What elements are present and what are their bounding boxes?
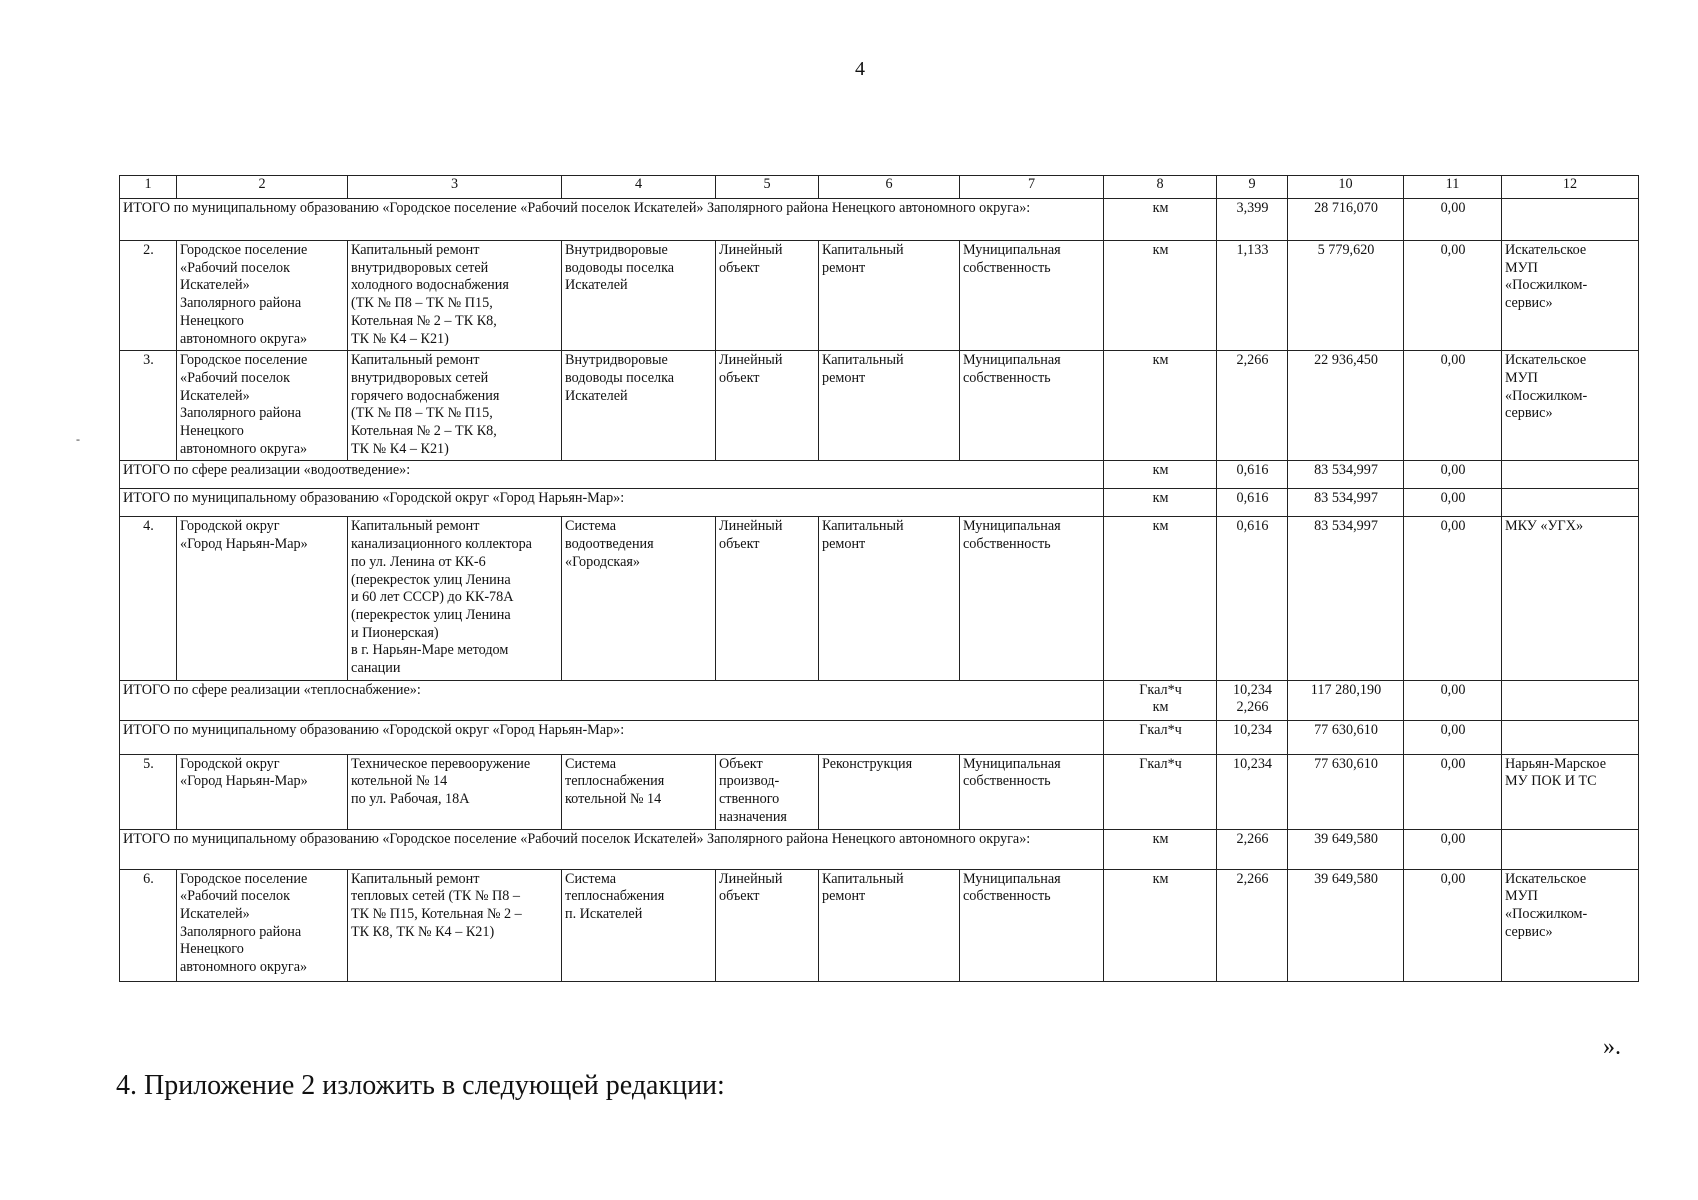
capacity-line: 0,616 — [1236, 518, 1269, 535]
operator-line: сервис» — [1505, 923, 1553, 940]
ownership-line: собственность — [963, 773, 1051, 790]
object-type-line: объект — [719, 259, 760, 276]
value-cell: 0,00 — [1404, 199, 1502, 241]
work-description-line: по ул. Ленина от КК-6 — [351, 553, 486, 570]
municipality-line: Городское поселение — [180, 352, 308, 369]
capacity-cell — [1217, 351, 1288, 461]
column-number: 2 — [177, 176, 348, 199]
work-type-line: Капитальный — [822, 352, 904, 369]
cost-cell: 28 716,070 — [1288, 199, 1404, 241]
work-type-cell — [819, 754, 960, 829]
system-line: п. Искателей — [565, 905, 643, 922]
object-type-line: Линейный — [719, 870, 783, 887]
capacity-cell — [1217, 489, 1288, 517]
unit-line: км — [1152, 352, 1169, 369]
operator-line: «Посжилком- — [1505, 905, 1588, 922]
object-type-line: Линейный — [719, 518, 783, 535]
ownership-cell — [960, 351, 1104, 461]
work-type-cell — [819, 351, 960, 461]
ownership-line: собственность — [963, 369, 1051, 386]
unit-line: Гкал*ч — [1139, 721, 1182, 738]
work-type-line: Реконструкция — [822, 755, 913, 772]
table-row — [120, 754, 1639, 829]
work-description-line: Котельная № 2 – ТК К8, — [351, 312, 497, 329]
system-cell — [562, 517, 716, 680]
work-type-cell — [819, 869, 960, 981]
value-cell: 0,00 — [1404, 869, 1502, 981]
unit-line: км — [1152, 200, 1169, 216]
work-description-line: холодного водоснабжения — [351, 277, 509, 294]
unit-cell — [1104, 754, 1217, 829]
column-number: 7 — [960, 176, 1104, 199]
work-description-line: Капитальный ремонт — [351, 870, 480, 887]
total-label: ИТОГО по сфере реализации «водоотведение»: — [120, 461, 1104, 489]
row-number: 3. — [120, 351, 177, 461]
operator-cell — [1502, 351, 1639, 461]
object-type-line: объект — [719, 536, 760, 553]
work-description-line: (ТК № П8 – ТК № П15, — [351, 295, 493, 312]
unit-cell — [1104, 461, 1217, 489]
capacity-line: 3,399 — [1236, 200, 1269, 216]
work-type-line: ремонт — [822, 888, 866, 905]
municipality-line: Заполярного района — [180, 405, 302, 422]
operator-line: сервис» — [1505, 295, 1553, 312]
work-description-line: по ул. Рабочая, 18А — [351, 791, 470, 808]
value-cell: 0,00 — [1404, 241, 1502, 351]
operator-line: «Посжилком- — [1505, 277, 1588, 294]
value-cell: 0,00 — [1404, 754, 1502, 829]
operator-line: МУ ПОК И ТС — [1505, 773, 1597, 790]
unit-line: км — [1152, 462, 1169, 479]
ownership-line: собственность — [963, 259, 1051, 276]
cost-cell: 83 534,997 — [1288, 461, 1404, 489]
operator-cell — [1502, 829, 1639, 869]
work-description-cell — [348, 869, 562, 981]
total-row — [120, 720, 1639, 754]
system-line: Искателей — [565, 387, 628, 404]
municipality-line: Ненецкого — [180, 312, 244, 329]
work-type-line: ремонт — [822, 369, 866, 386]
municipality-line: Заполярного района — [180, 295, 302, 312]
object-type-cell — [716, 754, 819, 829]
work-type-line: Капитальный — [822, 870, 904, 887]
capacity-line: 2,266 — [1236, 870, 1269, 887]
column-number-row — [120, 176, 1639, 199]
operator-line: МУП — [1505, 259, 1538, 276]
operator-cell — [1502, 517, 1639, 680]
operator-line: «Посжилком- — [1505, 387, 1588, 404]
object-type-line: Объект — [719, 755, 763, 772]
work-type-line: ремонт — [822, 536, 866, 553]
capacity-line: 2,266 — [1236, 352, 1269, 369]
column-number: 9 — [1217, 176, 1288, 199]
work-type-cell — [819, 241, 960, 351]
row-number: 2. — [120, 241, 177, 351]
system-cell — [562, 241, 716, 351]
municipality-line: Городское поселение — [180, 870, 308, 887]
operator-cell — [1502, 199, 1639, 241]
cost-cell: 83 534,997 — [1288, 489, 1404, 517]
system-line: Внутридворовые — [565, 242, 668, 258]
operator-line: Искательское — [1505, 352, 1587, 369]
municipality-line: «Рабочий поселок — [180, 259, 290, 276]
unit-cell — [1104, 517, 1217, 680]
system-line: «Городская» — [565, 553, 641, 570]
work-description-line: санации — [351, 660, 401, 677]
page-number: 4 — [855, 58, 865, 80]
work-type-line: Капитальный — [822, 242, 904, 258]
unit-line: Гкал*ч — [1139, 681, 1182, 698]
municipality-line: Городской округ — [180, 518, 280, 535]
cost-cell: 83 534,997 — [1288, 517, 1404, 680]
municipality-line: Искателей» — [180, 387, 250, 404]
work-description-line: в г. Нарьян-Маре методом — [351, 642, 509, 659]
municipality-cell — [177, 517, 348, 680]
cost-cell: 117 280,190 — [1288, 680, 1404, 720]
system-line: котельной № 14 — [565, 791, 662, 808]
unit-line: км — [1152, 870, 1169, 887]
capacity-cell — [1217, 517, 1288, 680]
unit-line: км — [1152, 830, 1169, 847]
ownership-line: Муниципальная — [963, 755, 1061, 772]
cost-cell: 39 649,580 — [1288, 829, 1404, 869]
operator-line: Нарьян-Марское — [1505, 755, 1606, 772]
total-row — [120, 461, 1639, 489]
operator-line: МУП — [1505, 888, 1538, 905]
object-type-line: Линейный — [719, 352, 783, 369]
clause-heading: 4. Приложение 2 изложить в следующей редакции: — [116, 1070, 725, 1101]
work-description-line: внутридворовых сетей — [351, 259, 489, 276]
operator-cell — [1502, 461, 1639, 489]
system-line: водоотведения — [565, 536, 654, 553]
table-row — [120, 869, 1639, 981]
capacity-line: 10,234 — [1232, 681, 1272, 698]
cost-cell: 39 649,580 — [1288, 869, 1404, 981]
cost-cell: 22 936,450 — [1288, 351, 1404, 461]
ownership-line: Муниципальная — [963, 518, 1061, 535]
system-line: водоводы поселка — [565, 369, 675, 386]
ownership-line: Муниципальная — [963, 242, 1061, 258]
work-description-line: тепловых сетей (ТК № П8 – — [351, 888, 521, 905]
unit-cell — [1104, 680, 1217, 720]
operator-line: Искательское — [1505, 870, 1587, 887]
table-row — [120, 517, 1639, 680]
work-type-cell — [819, 517, 960, 680]
ownership-cell — [960, 517, 1104, 680]
operator-cell — [1502, 489, 1639, 517]
system-line: Система — [565, 870, 617, 887]
total-label: ИТОГО по муниципальному образованию «Городское поселение «Рабочий поселок Искателей» Заполярного района Ненецкого автономного округа»: — [120, 199, 1104, 241]
operator-line: МУП — [1505, 369, 1538, 386]
municipality-line: Ненецкого — [180, 423, 244, 440]
column-number: 10 — [1288, 176, 1404, 199]
objects-table — [119, 175, 1639, 982]
work-description-line: (перекресток улиц Ленина — [351, 606, 511, 623]
column-number: 5 — [716, 176, 819, 199]
object-type-line: объект — [719, 888, 760, 905]
unit-cell — [1104, 869, 1217, 981]
municipality-line: Ненецкого — [180, 941, 244, 958]
ownership-line: Муниципальная — [963, 870, 1061, 887]
operator-cell — [1502, 241, 1639, 351]
capacity-cell — [1217, 869, 1288, 981]
municipality-cell — [177, 351, 348, 461]
unit-line: км — [1152, 518, 1169, 535]
ownership-line: Муниципальная — [963, 352, 1061, 369]
object-type-line: назначения — [719, 808, 787, 825]
municipality-line: «Рабочий поселок — [180, 369, 290, 386]
operator-cell — [1502, 680, 1639, 720]
column-number: 3 — [348, 176, 562, 199]
total-label: ИТОГО по муниципальному образованию «Городской округ «Город Нарьян-Мар»: — [120, 489, 1104, 517]
row-number: 5. — [120, 754, 177, 829]
work-description-cell — [348, 754, 562, 829]
operator-cell — [1502, 720, 1639, 754]
object-type-cell — [716, 517, 819, 680]
value-cell: 0,00 — [1404, 489, 1502, 517]
ownership-line: собственность — [963, 536, 1051, 553]
margin-mark: - — [76, 432, 80, 446]
object-type-cell — [716, 351, 819, 461]
municipality-line: автономного округа» — [180, 959, 308, 976]
column-number: 4 — [562, 176, 716, 199]
operator-cell — [1502, 869, 1639, 981]
municipality-line: Городское поселение — [180, 242, 308, 258]
capacity-line: 10,234 — [1232, 721, 1272, 738]
total-row — [120, 489, 1639, 517]
unit-cell — [1104, 199, 1217, 241]
work-description-line: горячего водоснабжения — [351, 387, 500, 404]
municipality-cell — [177, 241, 348, 351]
column-number: 11 — [1404, 176, 1502, 199]
total-row — [120, 829, 1639, 869]
value-cell: 0,00 — [1404, 720, 1502, 754]
ownership-line: собственность — [963, 888, 1051, 905]
system-cell — [562, 754, 716, 829]
unit-cell — [1104, 489, 1217, 517]
work-description-line: внутридворовых сетей — [351, 369, 489, 386]
object-type-line: ственного — [719, 791, 780, 808]
value-cell: 0,00 — [1404, 680, 1502, 720]
value-cell: 0,00 — [1404, 461, 1502, 489]
municipality-line: автономного округа» — [180, 440, 308, 457]
capacity-line: 10,234 — [1232, 755, 1272, 772]
value-cell: 0,00 — [1404, 517, 1502, 680]
capacity-line: 2,266 — [1236, 699, 1269, 716]
work-description-line: и Пионерская) — [351, 624, 439, 641]
system-cell — [562, 869, 716, 981]
cost-cell: 77 630,610 — [1288, 720, 1404, 754]
work-description-line: канализационного коллектора — [351, 536, 532, 553]
cost-cell: 5 779,620 — [1288, 241, 1404, 351]
unit-line: Гкал*ч — [1139, 755, 1182, 772]
operator-line: МКУ «УГХ» — [1505, 518, 1584, 535]
unit-line: км — [1152, 490, 1169, 507]
municipality-line: Искателей» — [180, 905, 250, 922]
ownership-cell — [960, 869, 1104, 981]
municipality-line: «Город Нарьян-Мар» — [180, 773, 308, 790]
column-number: 12 — [1502, 176, 1639, 199]
total-label: ИТОГО по муниципальному образованию «Городское поселение «Рабочий поселок Искателей» Заполярного района Ненецкого автономного округа»: — [120, 829, 1104, 869]
operator-line: сервис» — [1505, 405, 1553, 422]
ownership-cell — [960, 754, 1104, 829]
column-number: 8 — [1104, 176, 1217, 199]
work-type-line: ремонт — [822, 259, 866, 276]
system-cell — [562, 351, 716, 461]
operator-line: Искательское — [1505, 242, 1587, 258]
system-line: теплоснабжения — [565, 888, 665, 905]
total-label: ИТОГО по муниципальному образованию «Городской округ «Город Нарьян-Мар»: — [120, 720, 1104, 754]
object-type-cell — [716, 869, 819, 981]
municipality-line: «Рабочий поселок — [180, 888, 290, 905]
table-row — [120, 351, 1639, 461]
municipality-line: «Город Нарьян-Мар» — [180, 536, 308, 553]
column-number: 1 — [120, 176, 177, 199]
capacity-cell — [1217, 241, 1288, 351]
municipality-line: автономного округа» — [180, 330, 308, 347]
system-line: Внутридворовые — [565, 352, 668, 369]
total-row — [120, 199, 1639, 241]
work-type-line: Капитальный — [822, 518, 904, 535]
capacity-cell — [1217, 720, 1288, 754]
capacity-cell — [1217, 461, 1288, 489]
unit-cell — [1104, 720, 1217, 754]
work-description-line: (ТК № П8 – ТК № П15, — [351, 405, 493, 422]
municipality-line: Искателей» — [180, 277, 250, 294]
system-line: Система — [565, 518, 617, 535]
object-type-line: производ- — [719, 773, 780, 790]
operator-cell — [1502, 754, 1639, 829]
work-description-line: Техническое перевооружение — [351, 755, 531, 772]
total-label: ИТОГО по сфере реализации «теплоснабжение»: — [120, 680, 1104, 720]
capacity-cell — [1217, 754, 1288, 829]
work-description-line: ТК № П15, Котельная № 2 – — [351, 905, 522, 922]
object-type-line: Линейный — [719, 242, 783, 258]
capacity-line: 0,616 — [1236, 490, 1269, 507]
unit-line: км — [1152, 699, 1169, 716]
work-description-cell — [348, 351, 562, 461]
system-line: водоводы поселка — [565, 259, 675, 276]
capacity-cell — [1217, 680, 1288, 720]
municipality-line: Заполярного района — [180, 923, 302, 940]
capacity-line: 1,133 — [1236, 242, 1269, 258]
column-number: 6 — [819, 176, 960, 199]
row-number: 4. — [120, 517, 177, 680]
total-row — [120, 680, 1639, 720]
unit-cell — [1104, 351, 1217, 461]
work-description-line: ТК № К4 – К21) — [351, 330, 449, 347]
work-description-line: Котельная № 2 – ТК К8, — [351, 423, 497, 440]
object-type-cell — [716, 241, 819, 351]
work-description-line: (перекресток улиц Ленина — [351, 571, 511, 588]
work-description-line: Капитальный ремонт — [351, 242, 480, 258]
unit-cell — [1104, 241, 1217, 351]
work-description-line: ТК К8, ТК № К4 – К21) — [351, 923, 495, 940]
capacity-cell — [1217, 829, 1288, 869]
municipality-cell — [177, 869, 348, 981]
work-description-line: Капитальный ремонт — [351, 518, 480, 535]
closing-quote: ». — [1603, 1034, 1621, 1060]
unit-cell — [1104, 829, 1217, 869]
system-line: Искателей — [565, 277, 628, 294]
system-line: теплоснабжения — [565, 773, 665, 790]
capacity-line: 0,616 — [1236, 462, 1269, 479]
work-description-line: Капитальный ремонт — [351, 352, 480, 369]
work-description-line: котельной № 14 — [351, 773, 448, 790]
table-row — [120, 241, 1639, 351]
ownership-cell — [960, 241, 1104, 351]
municipality-cell — [177, 754, 348, 829]
work-description-cell — [348, 517, 562, 680]
value-cell: 0,00 — [1404, 829, 1502, 869]
work-description-line: и 60 лет СССР) до КК-78А — [351, 589, 514, 606]
work-description-cell — [348, 241, 562, 351]
system-line: Система — [565, 755, 617, 772]
object-type-line: объект — [719, 369, 760, 386]
cost-cell: 77 630,610 — [1288, 754, 1404, 829]
capacity-line: 2,266 — [1236, 830, 1269, 847]
unit-line: км — [1152, 242, 1169, 258]
value-cell: 0,00 — [1404, 351, 1502, 461]
row-number: 6. — [120, 869, 177, 981]
capacity-cell — [1217, 199, 1288, 241]
work-description-line: ТК № К4 – К21) — [351, 440, 449, 457]
municipality-line: Городской округ — [180, 755, 280, 772]
